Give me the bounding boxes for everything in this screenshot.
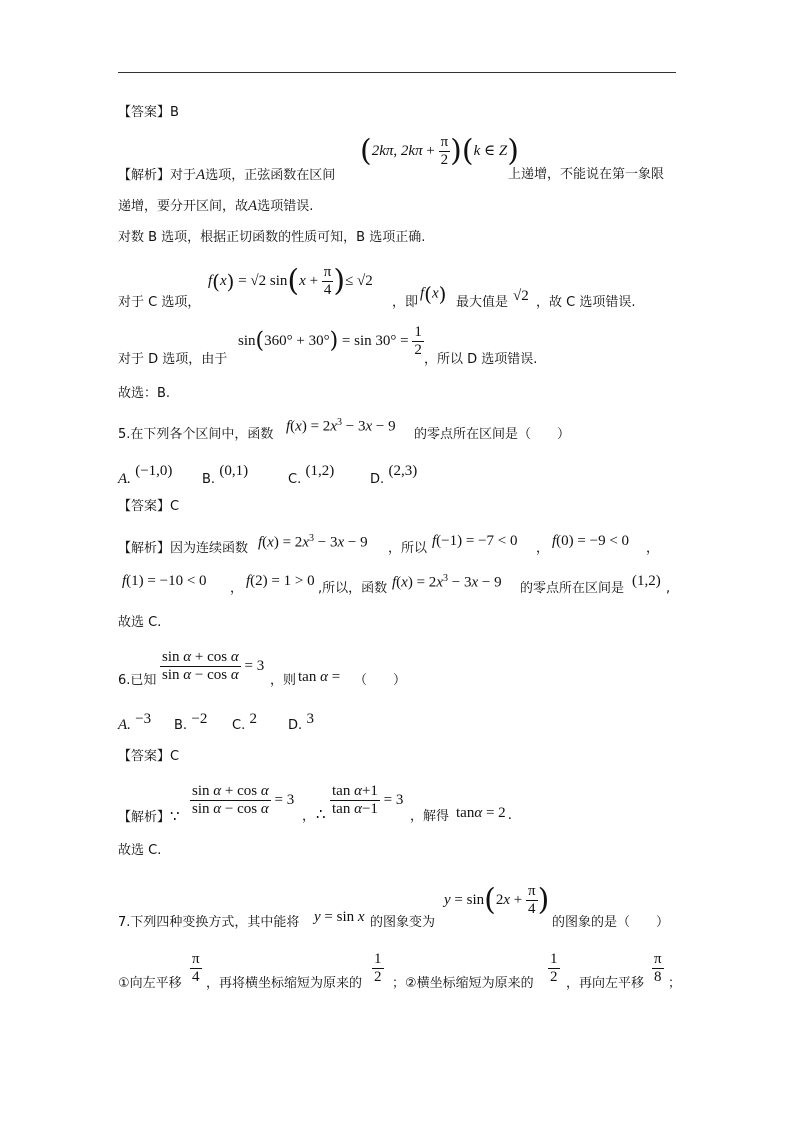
exp4-line4-sqrt: √2 (513, 288, 529, 304)
exp5-function: $f(x) = 2x^3 - 3x - 9$ (258, 533, 368, 551)
q7-y2: y = sin(2x + $\frac{\pi}{4}$ ) (444, 882, 550, 918)
exp4-line5-formula: sin(360° + 30°) = sin 30° = $\frac{1}{2}$ (238, 324, 422, 358)
answer-5: 【答案】C (118, 499, 180, 514)
q5-stem-tail: 的零点所在区间是（ ） (414, 427, 571, 442)
exp5-zero-text: 的零点所在区间是 (520, 581, 625, 596)
q5-option-b[interactable]: B. (0,1) (202, 463, 249, 487)
q6-tan: tan α = (298, 669, 341, 685)
exp5-f-neg1: f(−1) = −7 < 0 (432, 533, 518, 549)
q7-opt2-tail: ； (668, 976, 682, 991)
q7-opt2-lead: ；②横坐标缩短为原来的 (392, 976, 534, 991)
q5-function: $f(x) = 2x^3 - 3x - 9$ (286, 417, 396, 435)
q6-stem-lead: 6.已知 (118, 673, 157, 688)
q7-half1: $\frac{1}{2}$ (374, 951, 382, 985)
exp6-dot: . (508, 807, 512, 823)
exp5-so: ，所以 (388, 541, 428, 556)
q7-pi4: $\frac{\pi}{4}$ (192, 951, 200, 985)
header-rule (118, 72, 676, 73)
exp4-line1-tail: 上递增，不能说在第一象限 (508, 167, 665, 182)
q7-pi8: $\frac{\pi}{8}$ (654, 951, 662, 985)
q6-paren: （ ） (354, 673, 407, 688)
exp5-comma4: , (666, 581, 671, 596)
q7-opt1-lead: ①向左平移 (118, 976, 182, 991)
exp5-comma1: ， (536, 541, 550, 556)
exp4-line5-lead: 对于 D 选项，由于 (118, 352, 228, 367)
q5-option-a[interactable]: A. (−1,0) (118, 463, 173, 487)
exp4-line4-tail: ，故 C 选项错误. (536, 295, 636, 310)
exp4-line1-text: 【解析】对于A选项，正弦函数在区间 (118, 167, 336, 183)
q6-option-b[interactable]: B. −2 (174, 711, 208, 733)
q7-y1: y = sin x (314, 909, 365, 925)
q5-option-d[interactable]: D. (2,3) (370, 463, 418, 487)
answer-4: 【答案】B (118, 105, 179, 120)
exp4-line3: 对数 B 选项，根据正切函数的性质可知，B 选项正确. (118, 230, 426, 245)
exp5-f1: f(1) = −10 < 0 (122, 573, 207, 589)
exp6-therefore: ∴ (316, 807, 326, 823)
exp5-comma3: ， (230, 581, 244, 596)
q7-stem-tail: 的图象的是（ ） (552, 915, 670, 930)
exp5-so2: ,所以，函数 (318, 581, 388, 596)
exp5-interval: (1,2) (632, 573, 661, 589)
exp6-tan-condition: $\frac{\text{tan α+1}}{\text{tan α−1}}$ = 3 (332, 783, 404, 817)
q5-stem-lead: 5.在下列各个区间中，函数 (118, 427, 274, 442)
q6-condition: $\frac{\text{sin α + cos α}}{\text{sin α − cos α}}$ = 3 (162, 649, 265, 683)
q5-option-c[interactable]: C. (1,2) (288, 463, 335, 487)
exp4-line4-fx: f(x) (420, 282, 447, 306)
exp6-condition: $\frac{\text{sin α + cos α}}{\text{sin α − cos α}}$ = 3 (192, 783, 295, 817)
q6-option-d[interactable]: D. 3 (288, 711, 314, 733)
q7-half2: $\frac{1}{2}$ (550, 951, 558, 985)
exp5-f2: f(2) = 1 > 0 (246, 573, 315, 589)
answer-6: 【答案】C (118, 749, 180, 764)
exp6-lead: 【解析】∵ (118, 809, 180, 825)
exp4-line5-tail: ，所以 D 选项错误. (424, 352, 538, 367)
exp5-f0: f(0) = −9 < 0 (552, 533, 630, 549)
exp5-final: 故选 C. (118, 615, 162, 630)
exp6-solve: ，解得 (410, 809, 450, 824)
q7-opt2-mid: ，再向左平移 (566, 976, 645, 991)
exp5-line1-lead: 【解析】因为连续函数 (118, 541, 249, 556)
exp6-result: tanα = 2 (456, 805, 506, 821)
q6-option-a[interactable]: A. −3 (118, 711, 152, 733)
exp5-comma2: ， (646, 541, 660, 556)
q6-option-c[interactable]: C. 2 (232, 711, 258, 733)
exp5-function2: $f(x) = 2x^3 - 3x - 9$ (392, 573, 502, 591)
exp4-interval-formula: (2kπ, 2kπ + $\frac{\pi}{2}$ )(k ∈ Z) (360, 133, 519, 169)
q7-opt1-mid: ，再将横坐标缩短为原来的 (206, 976, 363, 991)
exp6-comma: ， (302, 809, 316, 824)
q6-then: ，则 (270, 673, 297, 688)
exp4-line4-formula: f(x) = √2 sin(x + $\frac{\pi}{4}$ )≤ √2 (208, 263, 373, 299)
exp4-line6: 故选：B. (118, 386, 171, 401)
exp4-line4-mid: ，即 (392, 295, 419, 310)
exp4-line4-max: 最大值是 (456, 295, 509, 310)
exp4-line2: 递增，要分开区间，故A选项错误. (118, 198, 314, 214)
q7-stem-lead: 7.下列四种变换方式，其中能将 (118, 915, 300, 930)
exp6-final: 故选 C. (118, 843, 162, 858)
exp4-line4-lead: 对于 C 选项， (118, 295, 201, 310)
q7-becomes: 的图象变为 (370, 915, 436, 930)
